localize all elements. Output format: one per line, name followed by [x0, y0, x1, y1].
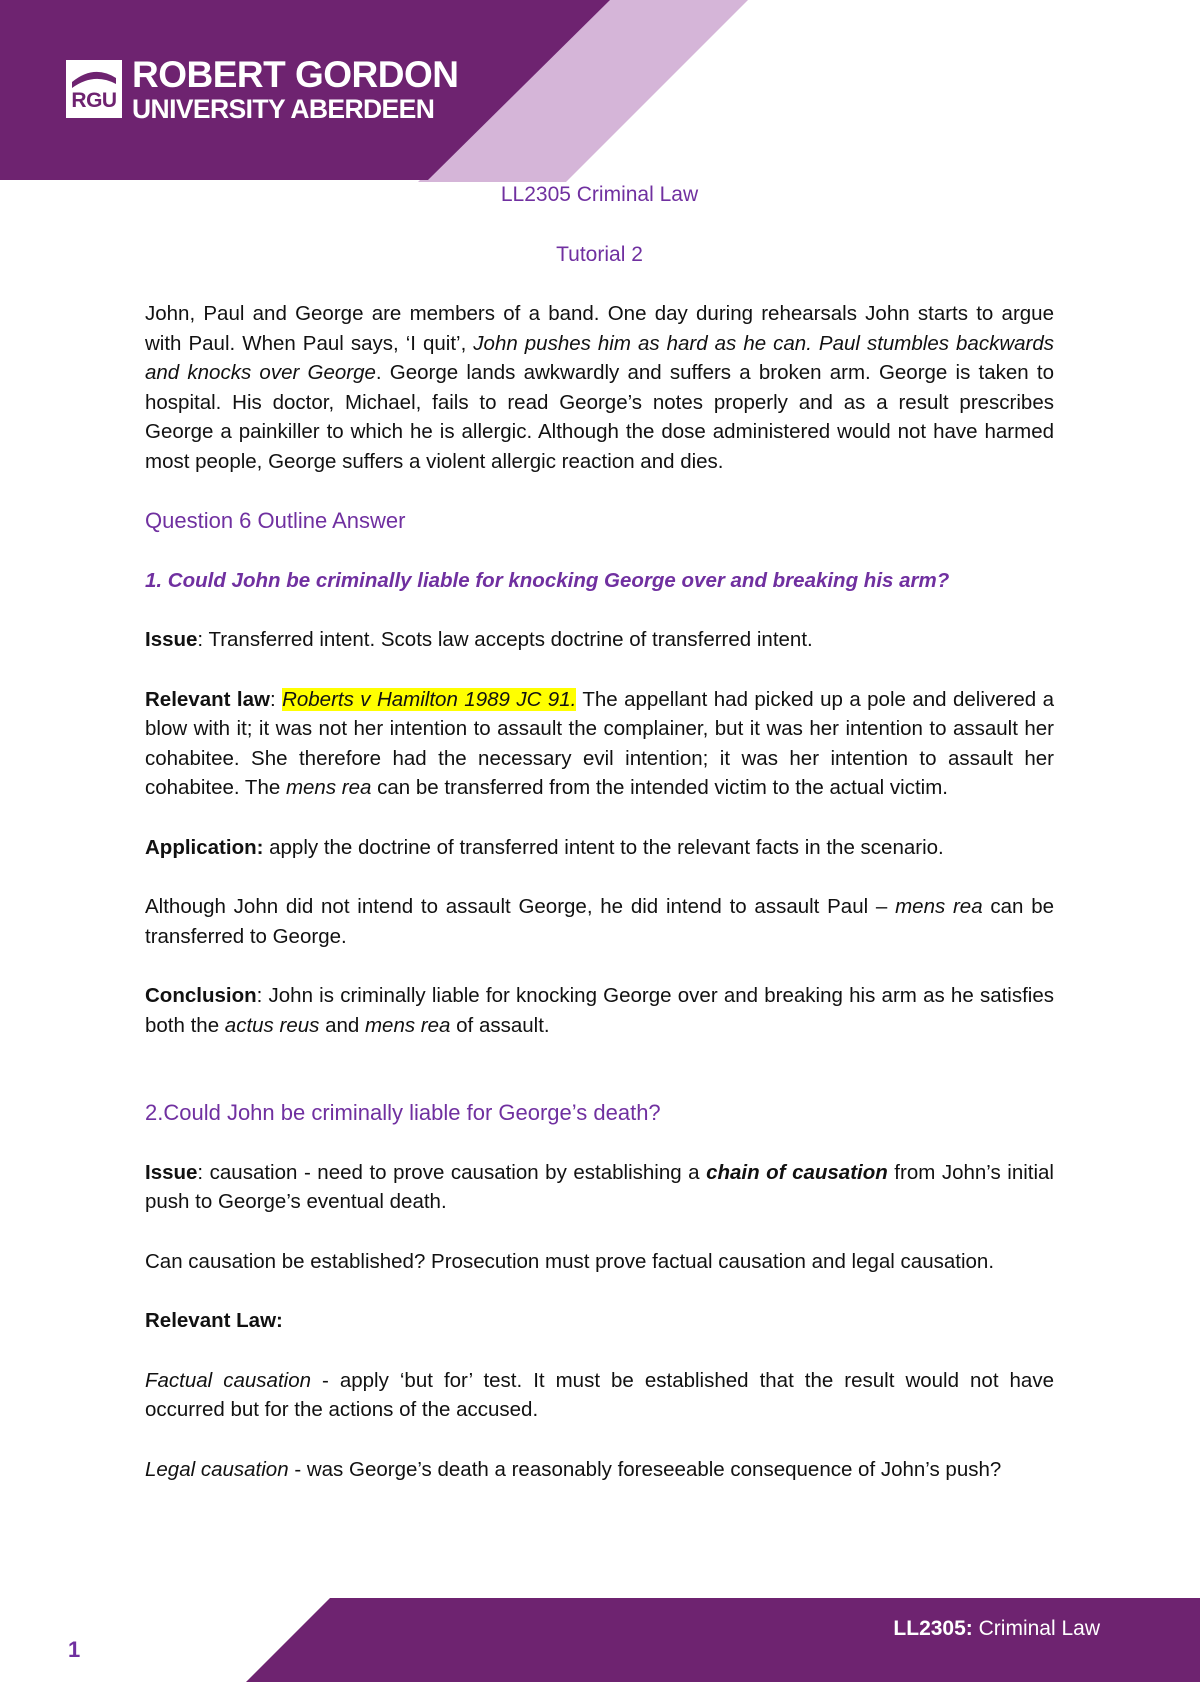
course-title: LL2305 Criminal Law [500, 183, 699, 206]
university-name-line2: UNIVERSITY ABERDEEN [132, 94, 435, 124]
question-heading: Question 6 Outline Answer [145, 508, 406, 533]
footer-course-label: LL2305: Criminal Law [893, 1617, 1100, 1640]
scenario-paragraph: John, Paul and George are members of a band. One day during rehearsals John starts to argue with Paul. When Paul says, ‘I quit’, John pushes him as hard as he can. Paul stumbles backwards and knocks over George. George lands awkwardly and suffers a broken arm. George is taken to hospital. His doctor, Michael, fails to read George’s notes properly and as a result prescribes George a painkiller to which he is allergic. Although the dose administered would not have harmed most people, George suffers a violent allergic reaction and dies. [145, 302, 1054, 473]
q2-factual-causation: Factual causation - apply ‘but for’ test. It must be established that the result would not have occurred but for the actions of the accused. [145, 1368, 1054, 1421]
q1-application: Application: apply the doctrine of transferred intent to the relevant facts in the scenario. [145, 835, 944, 859]
page-number: 1 [68, 1637, 81, 1662]
document-body [145, 180, 1054, 1484]
q1-relevant-law: Relevant law: Roberts v Hamilton 1989 JC 91. The appellant had picked up a pole and delivered a blow with it; it was not her intention to assault the complainer, but it was her intention to assault her cohabitee. She therefore had the necessary evil intention; it was her intention to assault her cohabitee. The mens rea can be transferred from the intended victim to the actual victim. [145, 687, 1054, 799]
q2-relevant-law: Relevant Law: [145, 1309, 283, 1332]
q1-application-detail: Although John did not intend to assault George, he did intend to assault Paul – mens rea can be transferred to George. [145, 895, 1054, 948]
tutorial-title: Tutorial 2 [556, 242, 643, 266]
rgu-logo-icon [66, 60, 122, 118]
q2-issue: Issue: causation - need to prove causation by establishing a chain of causation from John’s initial push to George’s eventual death. [145, 1160, 1054, 1213]
q1-heading: 1. Could John be criminally liable for knocking George over and breaking his arm? [145, 568, 950, 592]
q2-legal-causation: Legal causation - was George’s death a reasonably foreseeable consequence of John’s push? [145, 1457, 1002, 1481]
university-logo [66, 56, 459, 123]
q1-issue: Issue: Transferred intent. Scots law accepts doctrine of transferred intent. [145, 628, 813, 651]
q2-heading: 2.Could John be criminally liable for George’s death? [145, 1100, 661, 1125]
case-citation-highlight: Roberts v Hamilton 1989 JC 91. [282, 687, 577, 711]
q1-conclusion: Conclusion: John is criminally liable for knocking George over and breaking his arm as he satisfies both the actus reus and mens rea of assault. [145, 984, 1054, 1037]
logo-mark-text: RGU [71, 89, 117, 113]
q2-causation-question: Can causation be established? Prosecution must prove factual causation and legal causation. [145, 1249, 995, 1273]
university-name-line1: ROBERT GORDON [132, 54, 459, 95]
